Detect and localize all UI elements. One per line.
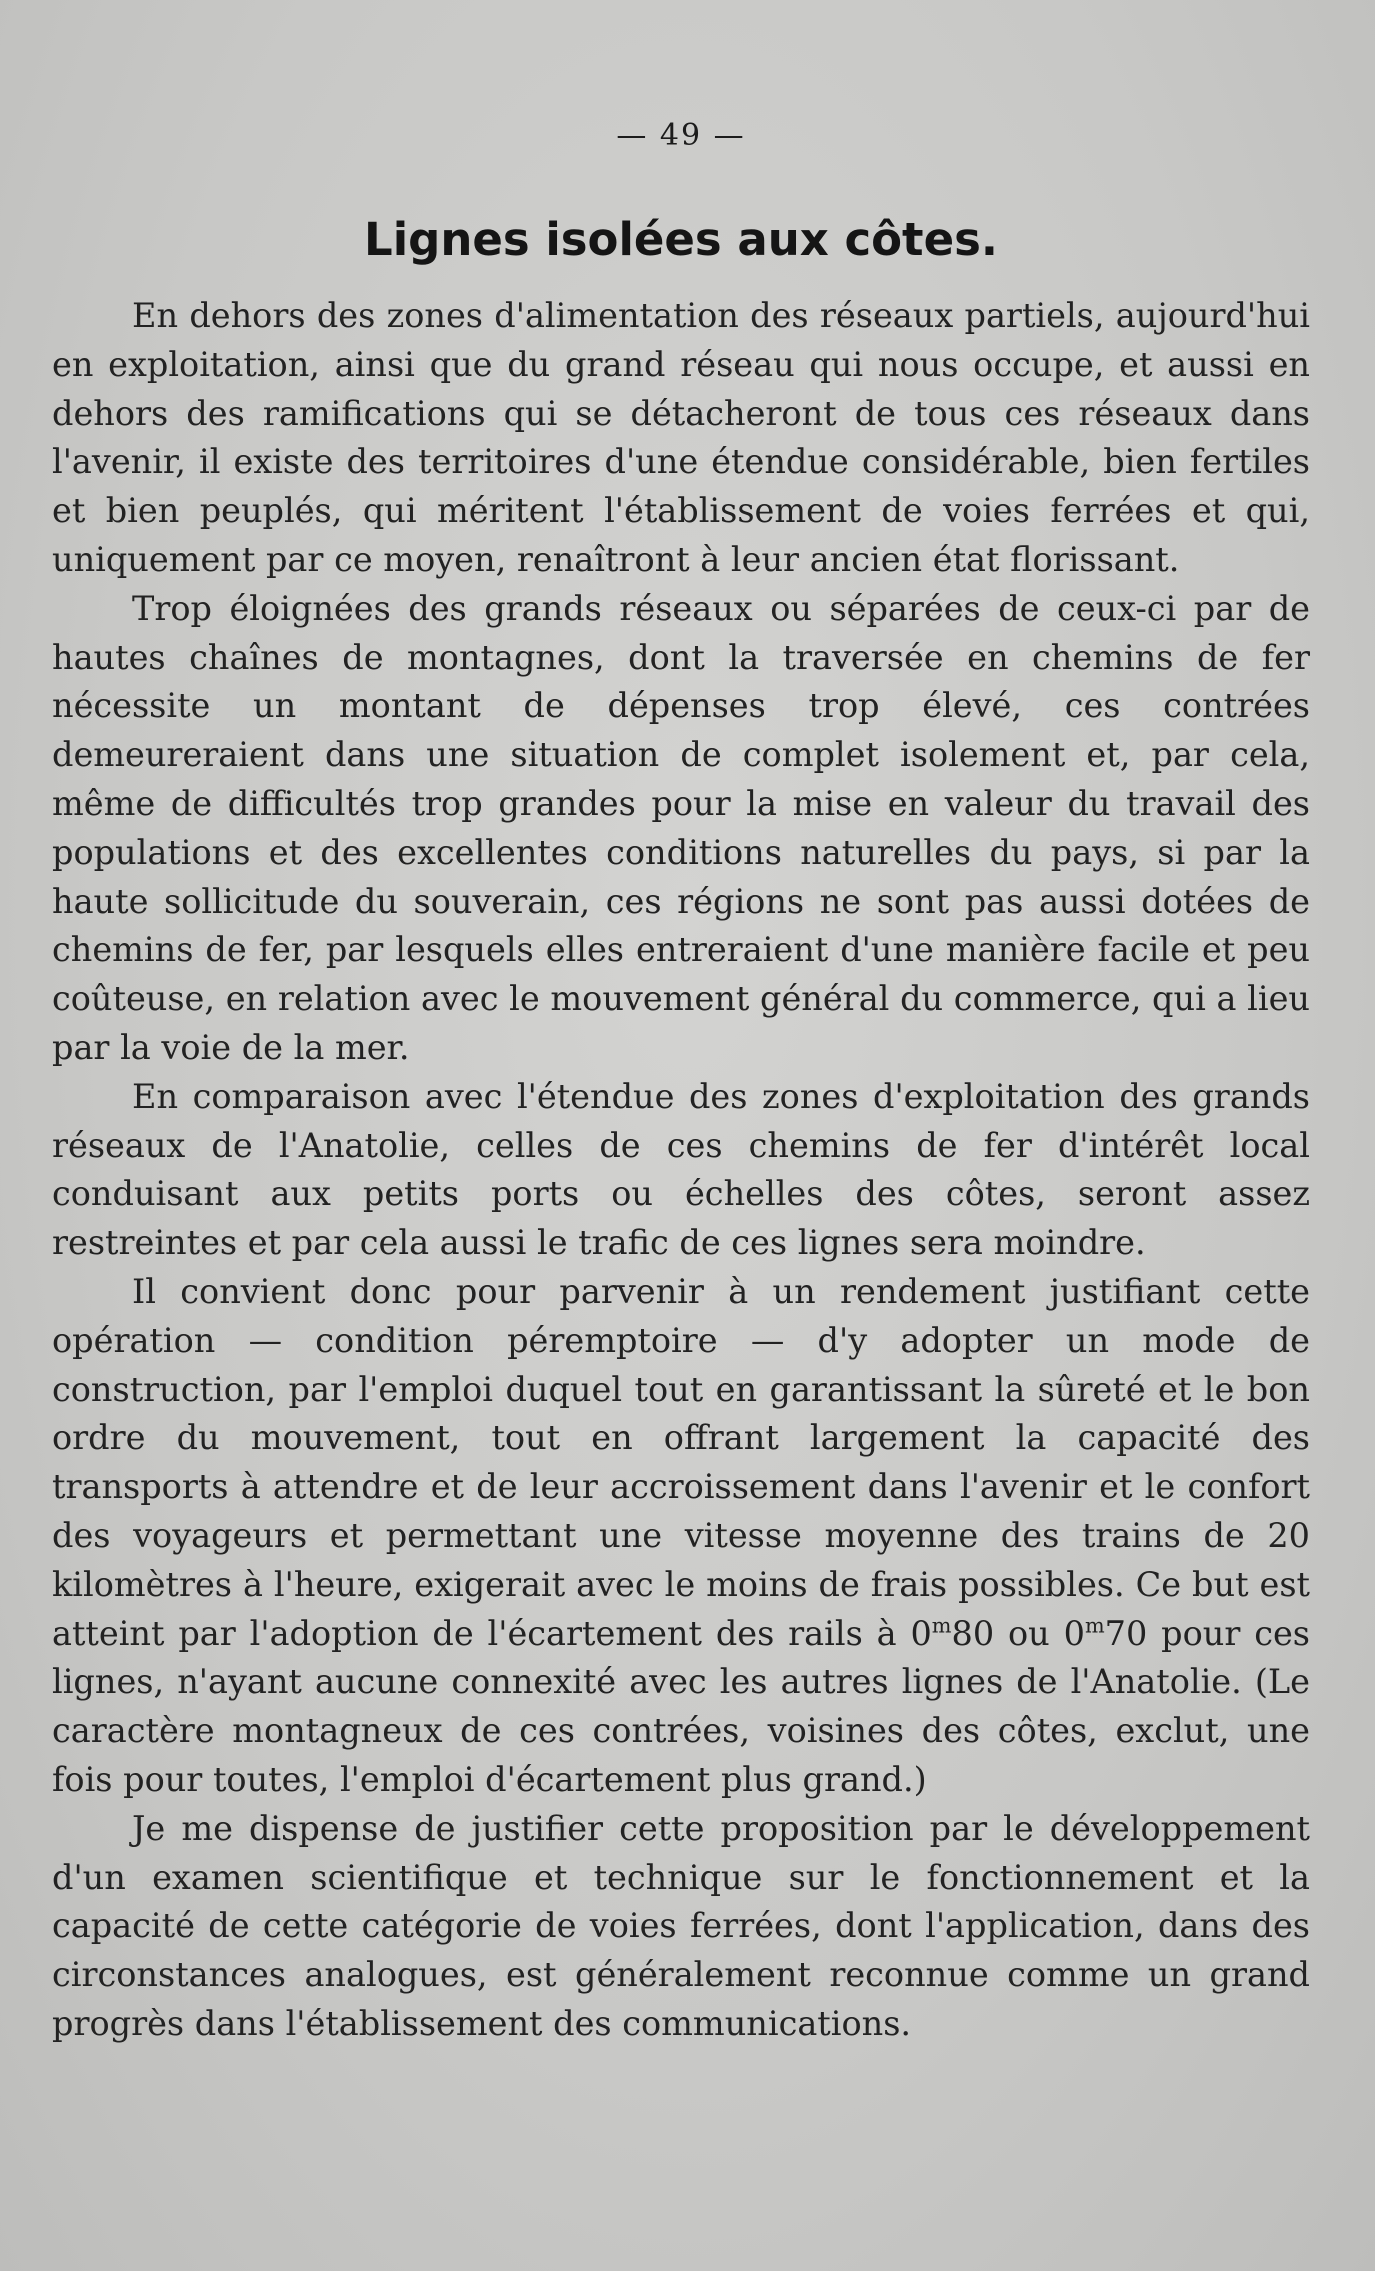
paragraph-4: [52, 1268, 1310, 1805]
paragraph-2: Trop éloignées des grands réseaux ou séparées de ceux-ci par de hautes chaînes de montagnes, dont la traversée en chemins de fer nécessite un montant de dépenses trop élevé, ces contrées demeureraient dans une situation de complet isolement et, par cela, même de difficultés trop grandes pour la mise en valeur du travail des populations et des excellentes conditions naturelles du pays, si par la haute sollicitude du souverain, ces régions ne sont pas aussi dotées de chemins de fer, par lesquels elles entreraient d'une manière facile et peu coûteuse, en relation avec le mouvement général du commerce, qui a lieu par la voie de la mer.: [52, 588, 1310, 1067]
paragraph-4-text-b: 80 ou 0: [951, 1613, 1085, 1653]
paragraph-4-text-a: Il convient donc pour parvenir à un rendement justifiant cette opération — condition péremptoire — d'y adopter un mode de construction, par l'emploi duquel tout en garantissant la sûreté et le bon ordre du mouvement, tout en offrant largement la capacité des transports à attendre et de leur accroissement dans l'avenir et le confort des voyageurs et permettant une vitesse moyenne des trains de 20 kilomètres à l'heure, exigerait avec le moins de frais possibles. Ce but est atteint par l'adoption de l'écartement des rails à 0: [52, 1271, 1310, 1653]
section-title: Lignes isolées aux côtes.: [364, 213, 998, 266]
meter-unit-superscript: m: [931, 1613, 952, 1638]
page-content: [52, 118, 1310, 2049]
paragraph-4-text-c: 70 pour ces lignes, n'ayant aucune connexité avec les autres lignes de l'Anatolie. (Le caractère montagneux de ces contrées, voisines des côtes, exclut, une fois pour toutes, l'emploi d'écartement plus grand.): [52, 1613, 1310, 1799]
paragraph-3: En comparaison avec l'étendue des zones d'exploitation des grands réseaux de l'Anatolie, celles de ces chemins de fer d'intérêt local conduisant aux petits ports ou échelles des côtes, seront assez restreintes et par cela aussi le trafic de ces lignes sera moindre.: [52, 1076, 1310, 1263]
paragraph-1: En dehors des zones d'alimentation des réseaux partiels, aujourd'hui en exploitation, ainsi que du grand réseau qui nous occupe, et aussi en dehors des ramifications qui se détacheront de tous ces réseaux dans l'avenir, il existe des territoires d'une étendue considérable, bien fertiles et bien peuplés, qui méritent l'établissement de voies ferrées et qui, uniquement par ce moyen, renaîtront à leur ancien état florissant.: [52, 296, 1310, 579]
page-number: — 49 —: [616, 118, 746, 153]
paragraph-5: Je me dispense de justifier cette proposition par le développement d'un examen scientifique et technique sur le fonctionnement et la capacité de cette catégorie de voies ferrées, dont l'application, dans des circonstances analogues, est généralement reconnue comme un grand progrès dans l'établissement des communications.: [52, 1808, 1310, 2043]
meter-unit-superscript: m: [1084, 1613, 1105, 1638]
